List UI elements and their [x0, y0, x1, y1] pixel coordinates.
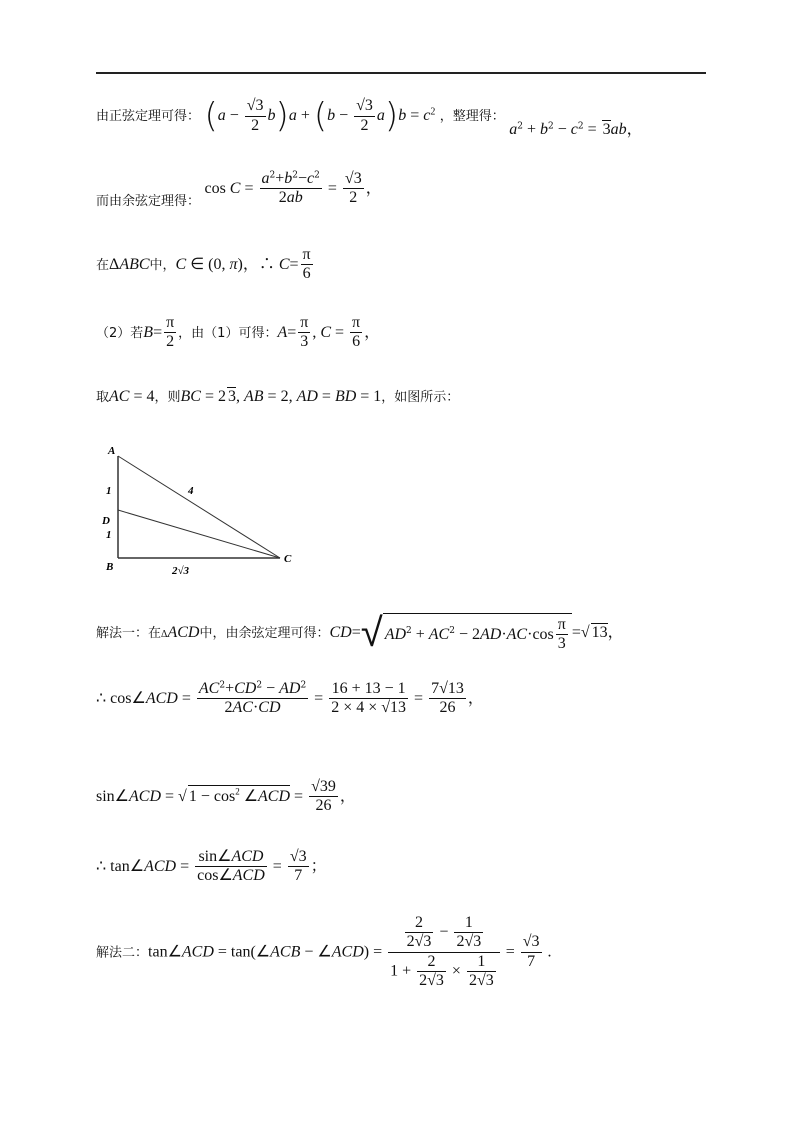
text-mid: 中，: [149, 257, 176, 273]
tan-acd-line: ∴ tan∠ACD = $\frac{\text{sin∠ACD}}{\text{cos∠ACD}}$ = $\frac{√3}{7}$ ；: [96, 848, 327, 885]
side-lengths-line: 取AC = 4，则BC = 2 3, AB = 2, AD = BD = 1，如图所示：: [96, 388, 460, 405]
triangle-figure: [96, 442, 306, 582]
law-of-sines-line: 由正弦定理可得： (a − $\frac{√3}{2}$ b)a + (b − $\frac{√3}{2}$ $a)b = c^2$ ，整理得： $a^2 + b^2 - c^2 = 3ab$，: [96, 96, 643, 138]
text-prefix: 在: [96, 257, 110, 273]
angle-c-line: 在ΔABC中，C ∈ (0, π)，∴ C= $\frac{\pi}{6}$: [96, 246, 311, 283]
segment-ad-label: 1: [106, 485, 112, 497]
segment-ac-label: 4: [188, 485, 194, 497]
text-prefix: 解法一：在: [96, 626, 162, 641]
header-rule: [96, 72, 706, 74]
text-prefix: 解法二：: [96, 945, 149, 961]
vertex-a-label: A: [108, 445, 116, 457]
law-of-cosines-line: 而由余弦定理得： cos C = $\frac{a^2+b^2-c^2}{2ab}$ = $\frac{√3}{2}$ ，: [96, 170, 382, 209]
text-prefix: （2）若: [96, 325, 144, 341]
text-prefix: 取: [96, 390, 110, 405]
vertex-b-label: B: [106, 561, 114, 573]
sin-acd-line: sin∠ACD = √ $1 - \cos^2$ ∠ACD = $\frac{√39}{26}$ ，: [96, 778, 356, 815]
segment-db-label: 1: [106, 529, 112, 541]
segment-bc-label: 2√3: [172, 565, 190, 577]
text-mid: 中，由余弦定理可得：: [199, 626, 330, 641]
vertex-d-label: D: [102, 515, 110, 527]
text-prefix: 而由余弦定理得：: [96, 193, 201, 209]
text-suffix: ，如图所示：: [381, 390, 460, 405]
text-suffix: ，整理得：: [439, 109, 505, 124]
solution-two-line: 解法二：tan∠ACD = tan(∠ACB − ∠ACD) = $\frac{2}{2√3}$ − $\frac{1}{2√3}$ 1 + $\frac{2}{2√3}$ × $\frac{1}{2√3}$ = $\frac{√3}{7}$ .: [96, 914, 552, 990]
text-mid: ，则: [154, 390, 181, 405]
solution-one-line: 解法一：在ΔACD中，由余弦定理可得：CD=√ $AD^2 + AC^2 - 2AD\cdot AC\cdot\cos$ $\frac{\pi}{3}$ =√ 13，: [96, 610, 624, 656]
part-two-line: （2）若B= $\frac{\pi}{2}$ ，由（1）可得：A= $\frac{\pi}{3}$ , C = $\frac{\pi}{6}$ ，: [96, 314, 381, 351]
text-mid: ，由（1）可得：: [178, 325, 278, 341]
cos-acd-line: ∴ cos∠ACD = $\frac{AC^2+CD^2 - AD^2}{2AC\cdot CD}$ = $\frac{16 + 13 - 1}{2 \times 4 \times √13}$ = $\frac{7√13}{26}$ ，: [96, 680, 484, 717]
text-prefix: 由正弦定理可得：: [96, 109, 201, 124]
vertex-c-label: C: [284, 553, 292, 565]
